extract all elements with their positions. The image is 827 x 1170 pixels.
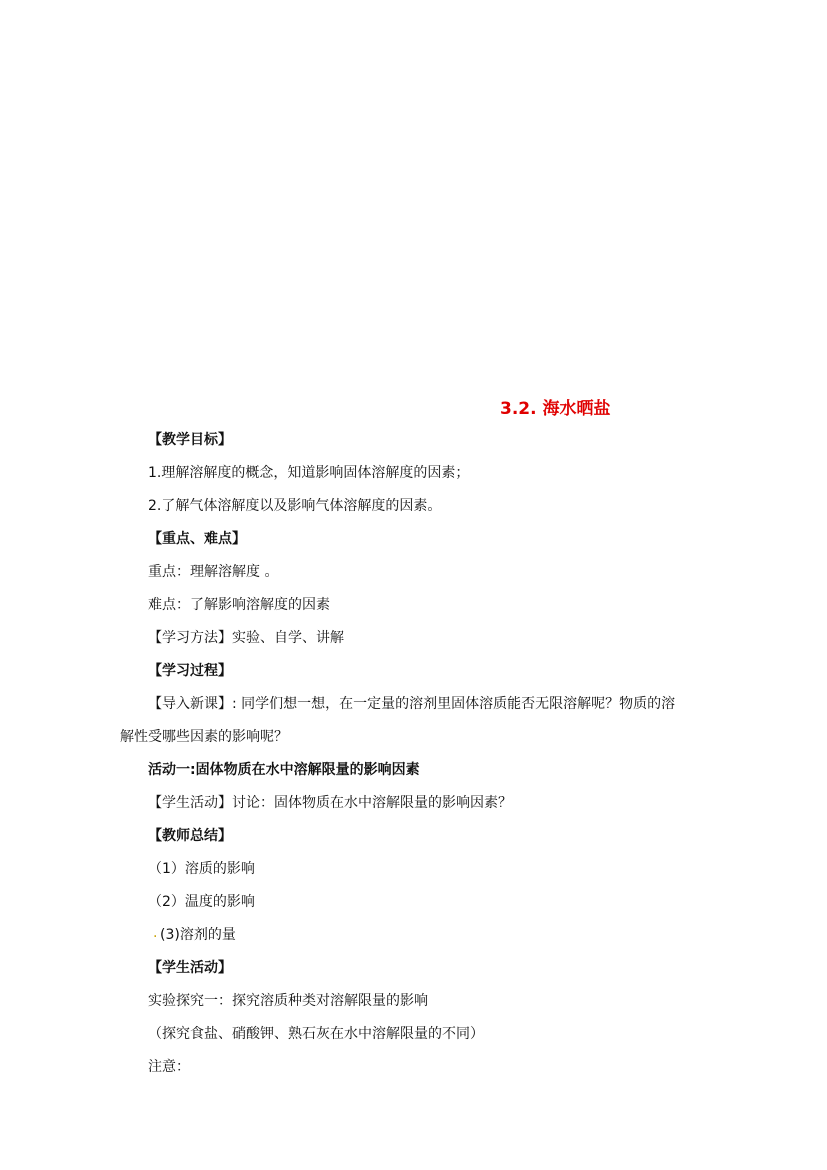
- document-title: 3.2. 海水晒盐: [500, 399, 611, 419]
- activity-one-heading: 活动一:固体物质在水中溶解限量的影响因素: [148, 762, 420, 778]
- goal-1: 1.理解溶解度的概念，知道影响固体溶解度的因素；: [148, 465, 470, 481]
- student-activity-discussion: 【学生活动】讨论：固体物质在水中溶解限量的影响因素？: [148, 795, 512, 811]
- learning-method: 【学习方法】实验、自学、讲解: [148, 630, 344, 646]
- heading-key-points: 【重点、难点】: [148, 531, 246, 547]
- key-point: 重点：理解溶解度 。: [148, 564, 279, 580]
- intro-paragraph-line-1: 【导入新课】: 同学们想一想，在一定量的溶剂里固体溶质能否无限溶解呢？物质的溶: [148, 696, 676, 712]
- difficult-point: 难点：了解影响溶解度的因素: [148, 597, 330, 613]
- experiment-one-note: （探究食盐、硝酸钾、熟石灰在水中溶解限量的不同）: [148, 1026, 484, 1042]
- summary-item-3: (3)溶剂的量: [160, 927, 236, 943]
- summary-marker: .: [153, 925, 158, 941]
- summary-item-2: （2）温度的影响: [148, 894, 255, 910]
- heading-teacher-summary: 【教师总结】: [148, 828, 232, 844]
- intro-paragraph-line-2: 解性受哪些因素的影响呢？: [120, 729, 288, 745]
- heading-teaching-goals: 【教学目标】: [148, 432, 232, 448]
- heading-student-activity: 【学生活动】: [148, 960, 232, 976]
- experiment-one: 实验探究一：探究溶质种类对溶解限量的影响: [148, 993, 428, 1009]
- summary-item-1: （1）溶质的影响: [148, 861, 255, 877]
- attention-label: 注意：: [148, 1059, 190, 1075]
- heading-learning-process: 【学习过程】: [148, 663, 232, 679]
- goal-2: 2.了解气体溶解度以及影响气体溶解度的因素。: [148, 498, 442, 514]
